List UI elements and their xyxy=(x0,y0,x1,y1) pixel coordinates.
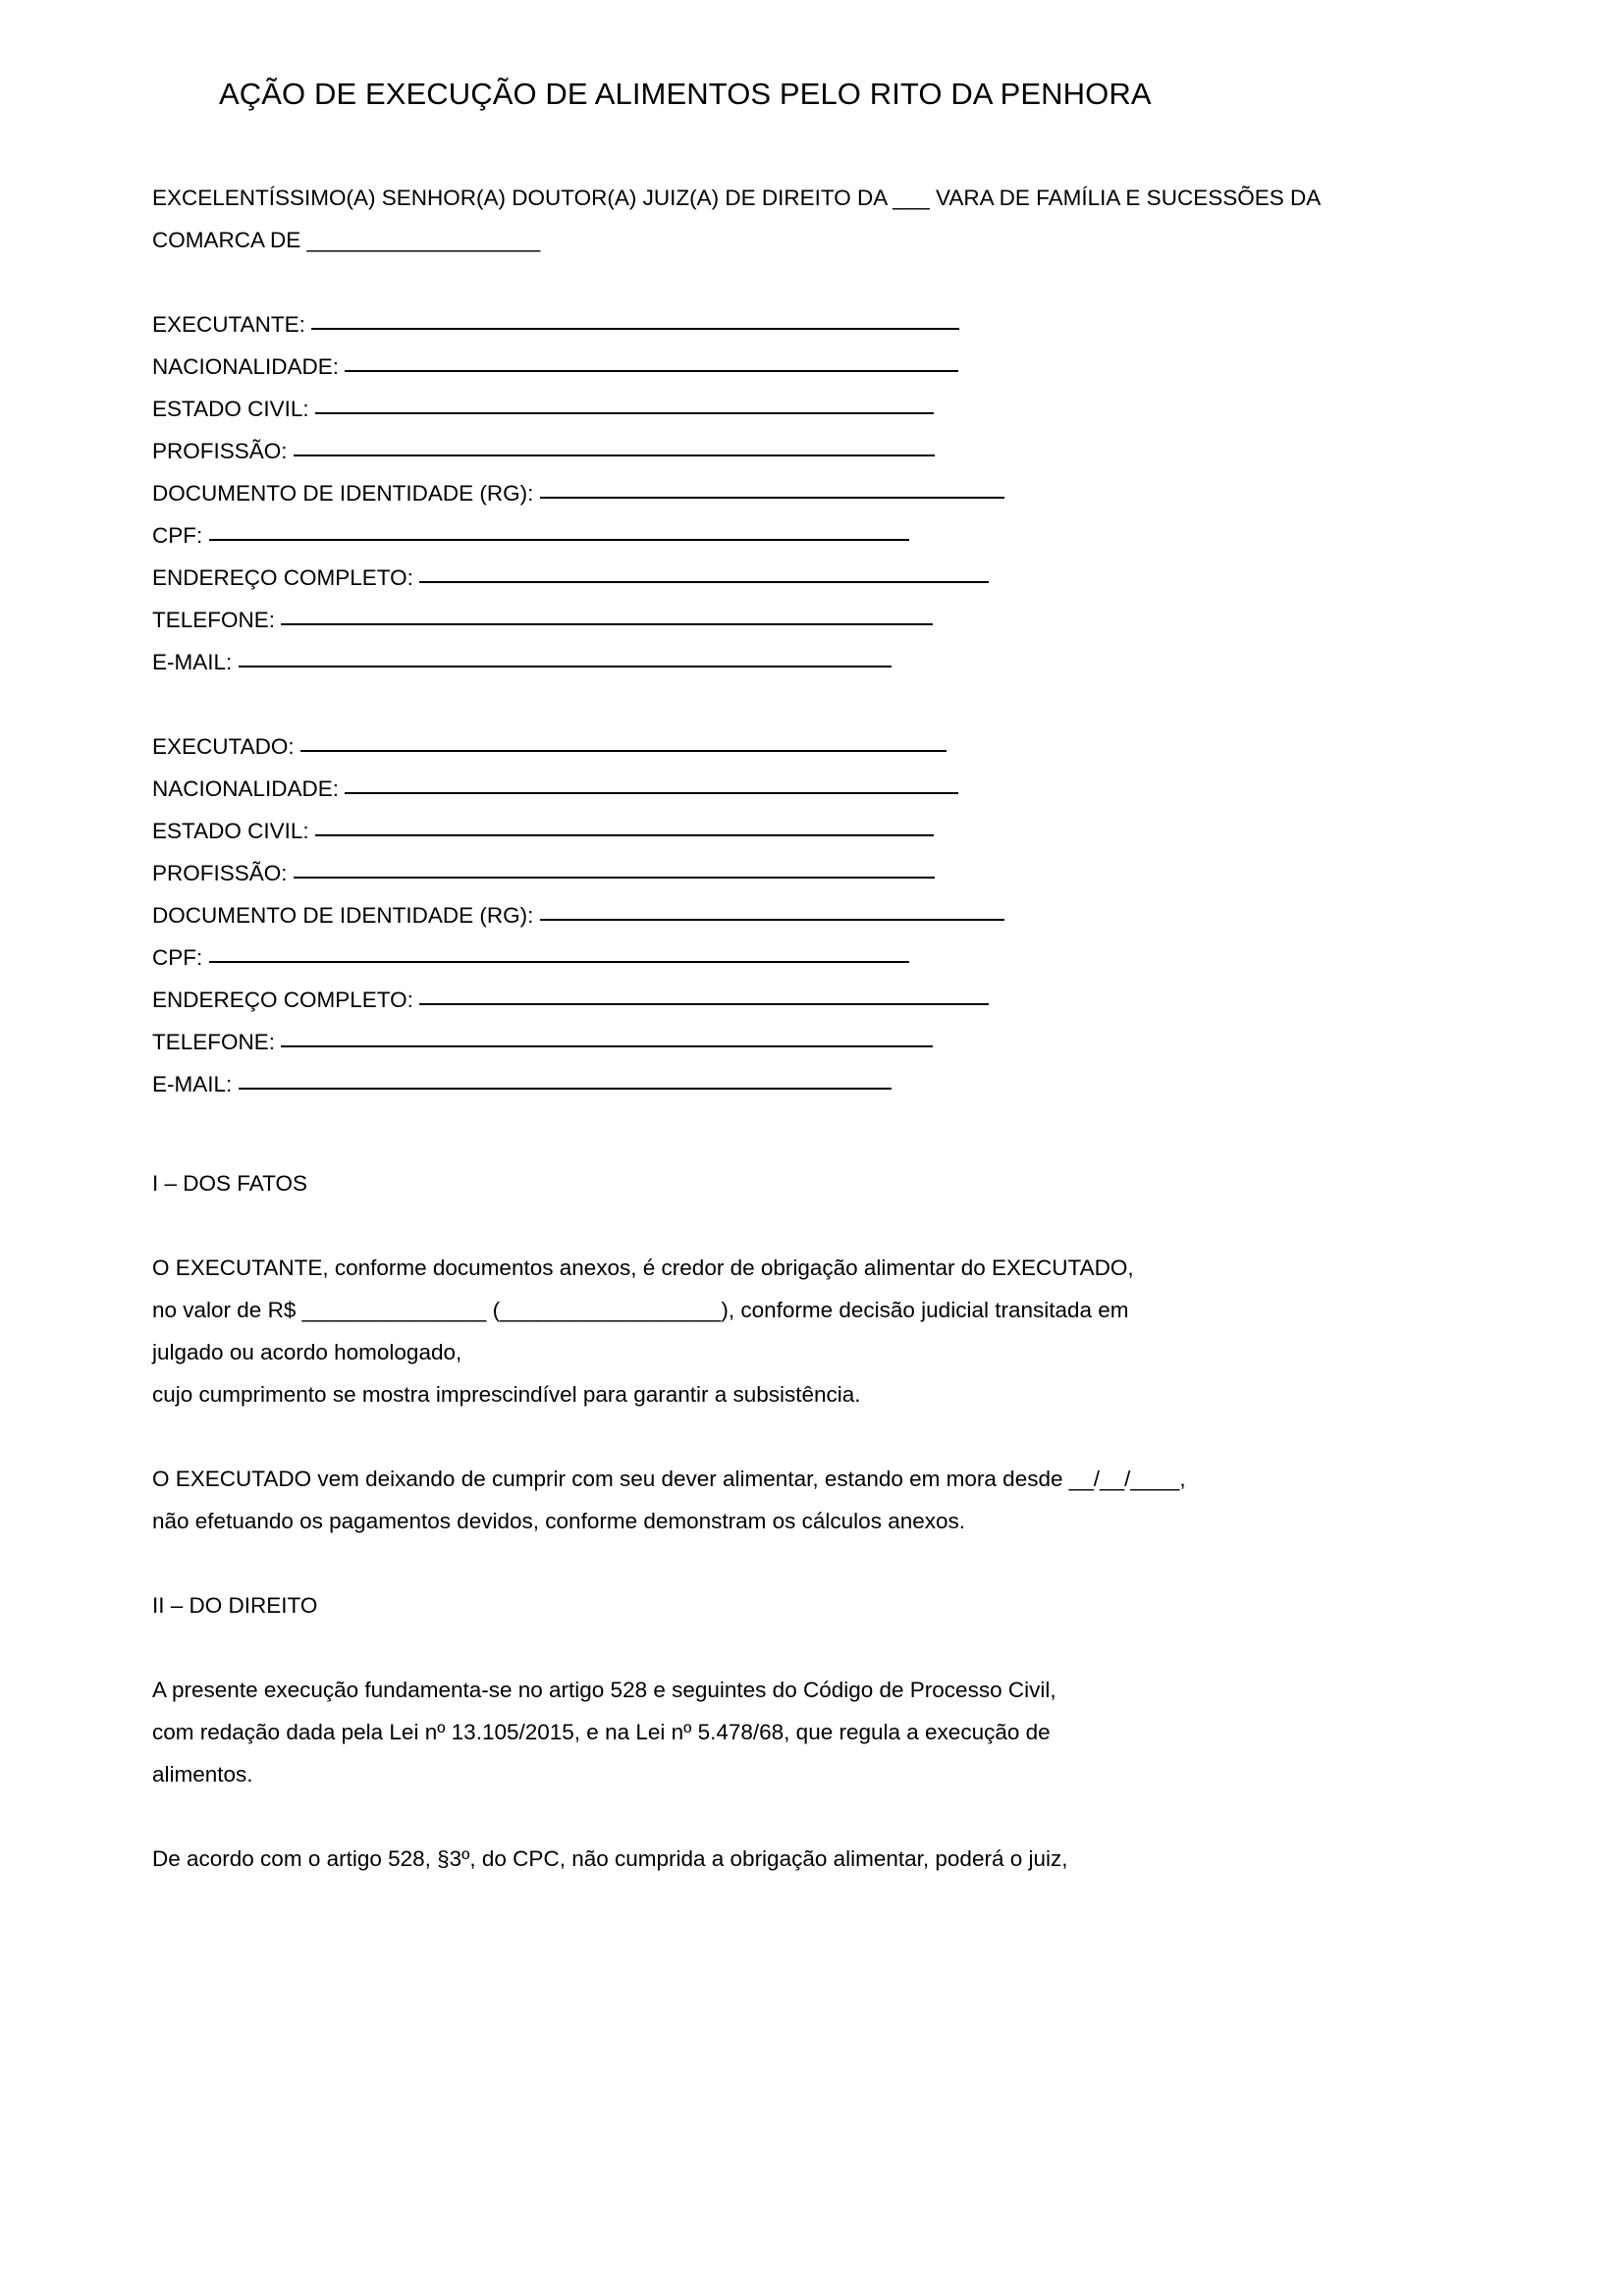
executado-field-label: E-MAIL: xyxy=(152,1071,233,1096)
executante-field-label: PROFISSÃO: xyxy=(152,438,288,463)
valor-blank-numeric[interactable]: _______________ xyxy=(301,1297,487,1322)
executante-field-label: TELEFONE: xyxy=(152,607,276,632)
valor-prefix: no valor de R$ xyxy=(152,1297,297,1322)
executado-field-label: CPF: xyxy=(152,944,203,970)
valor-suffix: ), conforme decisão judicial transitada em xyxy=(721,1297,1129,1322)
party-executado-block xyxy=(152,725,1546,1105)
executante-field-label: ESTADO CIVIL: xyxy=(152,396,309,421)
fatos-p1-line4: cujo cumprimento se mostra imprescindível para garantir a subsistência. xyxy=(152,1381,861,1407)
fatos-p1-line2 xyxy=(152,1289,1546,1331)
executado-field-label: PROFISSÃO: xyxy=(152,860,288,885)
executante-field-blank[interactable] xyxy=(294,454,935,456)
mora-suffix: , xyxy=(1179,1466,1186,1491)
executante-field-label: E-MAIL: xyxy=(152,649,233,674)
executado-field-row xyxy=(152,768,1546,810)
direito-p1-line2: com redação dada pela Lei nº 13.105/2015, e na Lei nº 5.478/68, que regula a execução de xyxy=(152,1719,1051,1744)
executante-field-row xyxy=(152,346,1546,388)
executado-field-blank[interactable] xyxy=(345,792,958,794)
valor-paren-open: ( xyxy=(492,1297,501,1322)
executado-field-label: ENDEREÇO COMPLETO: xyxy=(152,987,413,1012)
intro-line-vara: EXCELENTÍSSIMO(A) SENHOR(A) DOUTOR(A) JUIZ(A) DE DIREITO DA ___ VARA DE FAMÍLIA E SUCESSÕES DA xyxy=(152,185,1322,210)
executado-field-row xyxy=(152,936,1546,979)
fatos-p1-line3: julgado ou acordo homologado, xyxy=(152,1339,462,1364)
party-executante-block xyxy=(152,303,1546,683)
executante-field-label: ENDEREÇO COMPLETO: xyxy=(152,564,413,590)
executante-field-row xyxy=(152,599,1546,641)
mora-prefix: O EXECUTADO vem deixando de cumprir com seu dever alimentar, estando em mora desde xyxy=(152,1466,1063,1491)
executado-field-row xyxy=(152,894,1546,936)
executado-field-row xyxy=(152,1063,1546,1105)
executante-field-blank[interactable] xyxy=(419,581,989,583)
direito-p2-line1: De acordo com o artigo 528, §3º, do CPC, não cumprida a obrigação alimentar, poderá o juiz, xyxy=(152,1845,1068,1871)
executante-field-row xyxy=(152,641,1546,683)
executado-field-blank[interactable] xyxy=(540,919,1004,921)
comarca-label: COMARCA DE xyxy=(152,227,301,252)
executado-field-blank[interactable] xyxy=(419,1003,989,1005)
page-title: AÇÃO DE EXECUÇÃO DE ALIMENTOS PELO RITO DA PENHORA xyxy=(219,77,1152,111)
mora-date-blank[interactable]: __/__/____ xyxy=(1068,1466,1180,1491)
executante-field-blank[interactable] xyxy=(345,370,958,372)
executado-field-row xyxy=(152,979,1546,1021)
executado-field-blank[interactable] xyxy=(300,750,947,752)
executado-field-label: TELEFONE: xyxy=(152,1029,276,1054)
executante-field-blank[interactable] xyxy=(315,412,934,414)
executado-field-row xyxy=(152,1021,1546,1063)
executado-field-blank[interactable] xyxy=(239,1088,892,1090)
executado-field-label: ESTADO CIVIL: xyxy=(152,818,309,843)
executante-field-row xyxy=(152,303,1546,346)
executado-field-label: DOCUMENTO DE IDENTIDADE (RG): xyxy=(152,902,534,928)
section-heading-fatos: I – DOS FATOS xyxy=(152,1170,307,1196)
executante-field-blank[interactable] xyxy=(540,497,1004,499)
document-body xyxy=(152,0,1546,1880)
executado-field-label: NACIONALIDADE: xyxy=(152,775,340,801)
executado-field-blank[interactable] xyxy=(209,961,909,963)
executado-field-row xyxy=(152,810,1546,852)
executante-field-label: CPF: xyxy=(152,522,203,548)
executante-field-label: DOCUMENTO DE IDENTIDADE (RG): xyxy=(152,480,534,506)
direito-p1-line3: alimentos. xyxy=(152,1761,253,1787)
executante-field-row xyxy=(152,388,1546,430)
executante-field-blank[interactable] xyxy=(311,328,959,330)
executante-field-blank[interactable] xyxy=(209,539,909,541)
executante-field-row xyxy=(152,472,1546,514)
fatos-p1-line1: O EXECUTANTE, conforme documentos anexos, é credor de obrigação alimentar do EXECUTADO, xyxy=(152,1255,1134,1280)
executado-field-blank[interactable] xyxy=(281,1045,933,1047)
executado-field-row xyxy=(152,725,1546,768)
section-heading-direito: II – DO DIREITO xyxy=(152,1592,318,1618)
executante-field-row xyxy=(152,430,1546,472)
valor-blank-extenso[interactable]: __________________ xyxy=(500,1297,722,1322)
fatos-p2-line1 xyxy=(152,1458,1546,1500)
executante-field-blank[interactable] xyxy=(239,666,892,667)
executante-field-row xyxy=(152,557,1546,599)
executante-field-label: EXECUTANTE: xyxy=(152,311,305,337)
executante-field-blank[interactable] xyxy=(281,623,933,625)
executado-field-blank[interactable] xyxy=(315,834,934,836)
fatos-p2-line2: não efetuando os pagamentos devidos, conforme demonstram os cálculos anexos. xyxy=(152,1508,965,1533)
comarca-blank[interactable]: ___________________ xyxy=(306,227,541,252)
executante-field-row xyxy=(152,514,1546,557)
intro-block xyxy=(152,177,1546,261)
executado-field-blank[interactable] xyxy=(294,877,935,879)
direito-p1-line1: A presente execução fundamenta-se no artigo 528 e seguintes do Código de Processo Civil, xyxy=(152,1677,1056,1702)
executado-field-label: EXECUTADO: xyxy=(152,733,295,759)
intro-line-comarca xyxy=(152,219,1546,261)
executante-field-label: NACIONALIDADE: xyxy=(152,353,340,379)
executado-field-row xyxy=(152,852,1546,894)
